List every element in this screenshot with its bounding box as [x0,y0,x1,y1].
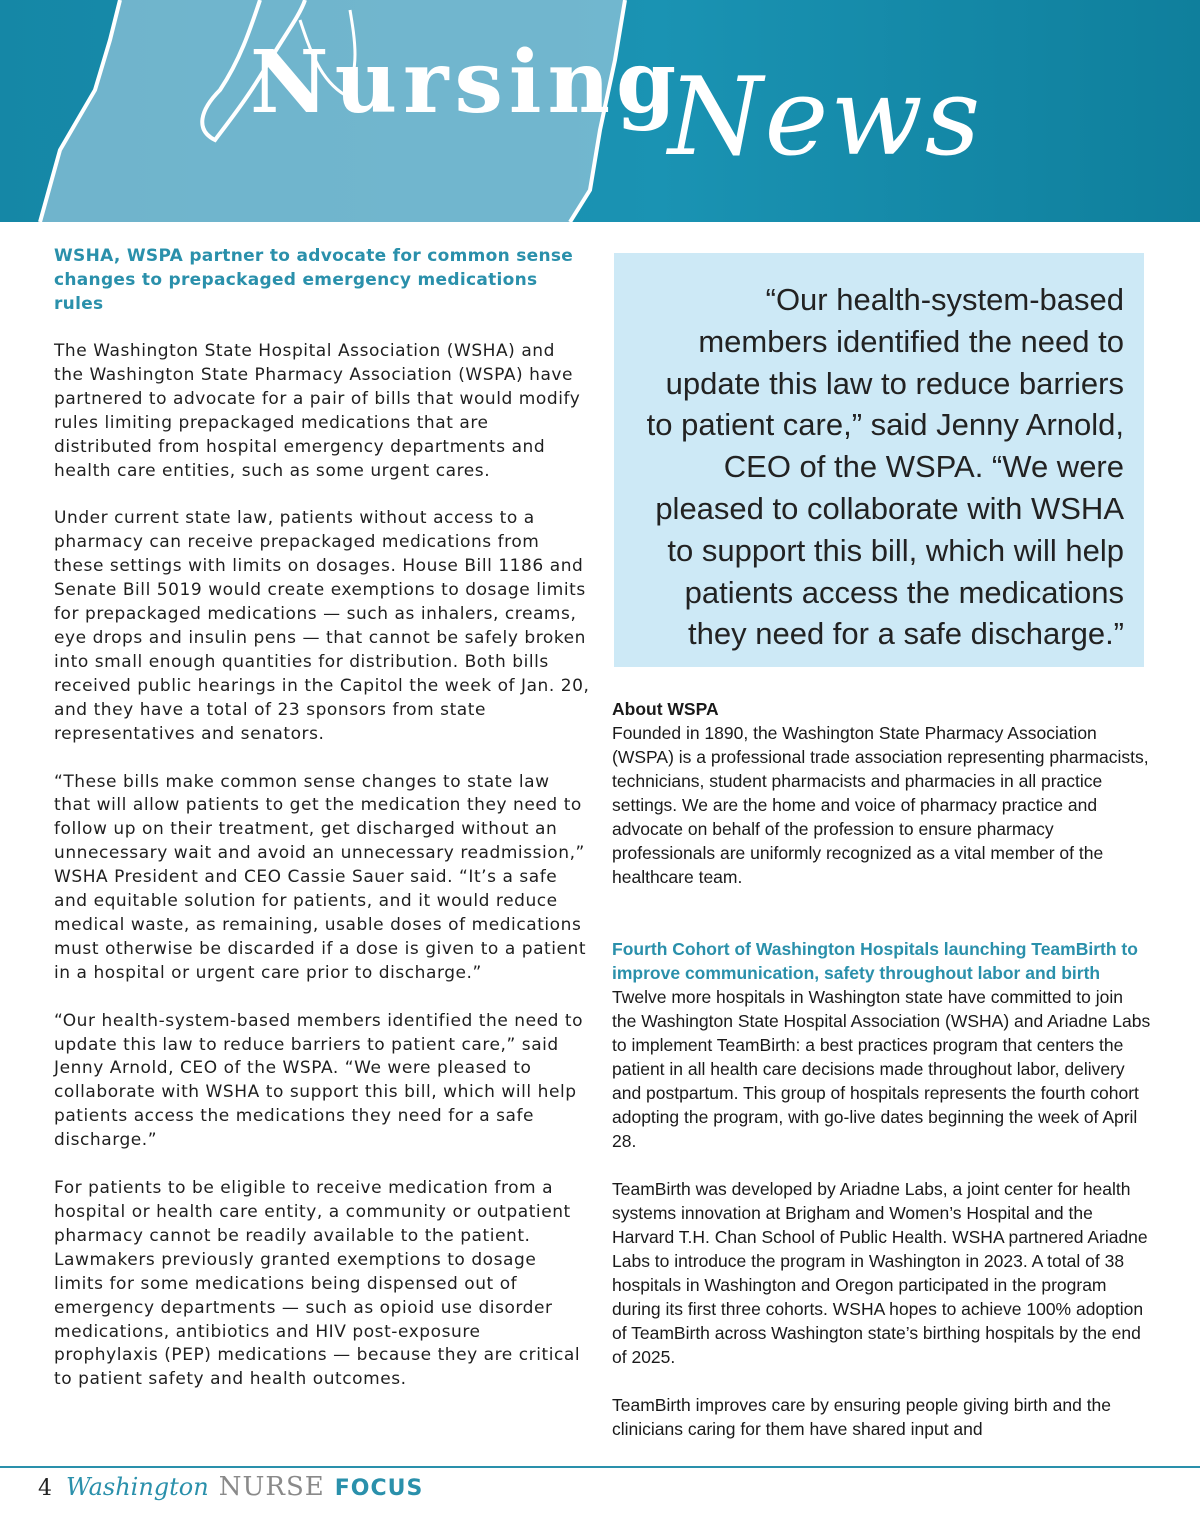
article-paragraph: For patients to be eligible to receive medication from a hospital or health care entity, a community or outpatient pharmacy cannot be readily available to the patient. Lawmakers previously granted exemptions to dosage limits for some medications being dispensed out of emergency departments — such as opioid use disorder medications, antibiotics and HIV post-exposure prophylaxis (PEP) medications — because they are critical to patient safety and health outcomes. [54,1178,581,1390]
article-paragraph: “These bills make common sense changes to state law that will allow patients to get the medication they need to follow up on their treatment, get discharged without an unnecessary wait and avoid an unnecessary readmission,” WSHA President and CEO Cassie Sauer said. “It’s a safe and equitable solution for patients, and it would reduce medical waste, as remaining, usable doses of medications must otherwise be discarded if a dose is given to a patient in a hospital or urgent care prior to discharge.” [54,771,587,983]
article-paragraph: TeamBirth was developed by Ariadne Labs, a joint center for health systems innovation at Brigham and Women’s Hospital and the Harvard T.H. Chan School of Public Health. WSHA partnered Ariadne Labs to introduce the program in Washington in 2023. A total of 38 hospitals in Washington and Oregon participated in the program during its first three cohorts. WSHA hopes to achieve 100% adoption of TeamBirth across Washington state’s birthing hospitals by the end of 2025. [612,1179,1148,1367]
article-headline: Fourth Cohort of Washington Hospitals launching TeamBirth to improve communication, safety throughout labor and birth [612,939,1138,983]
article-paragraph: Twelve more hospitals in Washington state have committed to join the Washington State Hospital Association (WSHA) and Ariadne Labs to implement TeamBirth: a best practices program that centers the patient in all health care decisions made throughout labor, delivery and postpartum. This group of hospitals represents the fourth cohort adopting the program, with go-live dates beginning the week of April 28. [612,987,1151,1151]
header-banner [0,0,1200,222]
page-number: 4 [38,1476,52,1501]
article-paragraph: The Washington State Hospital Association (WSHA) and the Washington State Pharmacy Association (WSPA) have partnered to advocate for a pair of bills that would modify rules limiting prepackaged medications that are distributed from hospital emergency departments and health care entities, such as some urgent cares. [54,341,581,481]
pull-quote [614,253,1144,667]
right-column [612,697,1152,1441]
footer-divider [0,1466,1200,1468]
about-heading: About WSPA [612,699,719,719]
publication-logo-script: Washington [66,1473,209,1501]
article-paragraph: Under current state law, patients without access to a pharmacy can receive prepackaged medications from these settings with limits on dosages. House Bill 1186 and Senate Bill 5019 would create exemptions to dosage limits for prepackaged medications — such as inhalers, creams, eye drops and insulin pens — that cannot be safely broken into small enough quantities for distribution. Both bills received public hearings in the Capitol the week of Jan. 20, and they have a total of 23 sponsors from state representatives and senators. [54,508,590,744]
article-paragraph: “Our health-system-based members identified the need to update this law to reduce barriers to patient care,” said Jenny Arnold, CEO of the WSPA. “We were pleased to collaborate with WSHA to support this bill, which will help patients access the medications they need for a safe discharge.” [54,1010,584,1151]
about-body: Founded in 1890, the Washington State Pharmacy Association (WSPA) is a professional trade association representing pharmacists, technicians, student pharmacists and pharmacies in all practice settings. We are the home and voice of pharmacy practice and advocate on behalf of the profession to ensure pharmacy professionals are uniformly recognized as a vital member of the healthcare team. [612,723,1149,887]
publication-logo-focus: FOCUS [334,1476,424,1501]
article-paragraph: TeamBirth improves care by ensuring people giving birth and the clinicians caring for them have shared input and [612,1395,1112,1439]
masthead-script-title: News [668,55,983,180]
article-headline: WSHA, WSPA partner to advocate for common sense changes to prepackaged emergency medications rules [54,246,574,314]
pull-quote-text: “Our health-system-based members identified the need to update this law to reduce barriers to patient care,” said Jenny Arnold, CEO of the WSPA. “We were pleased to collaborate with WSHA to support this bill, which will help patients access the medications they need for a safe discharge.” [646,282,1124,652]
masthead-title: Nursing [250,32,683,133]
publication-logo-nurse: NURSE [218,1472,325,1502]
page-footer [38,1472,423,1512]
article-prepackaged-medications [54,244,590,1392]
